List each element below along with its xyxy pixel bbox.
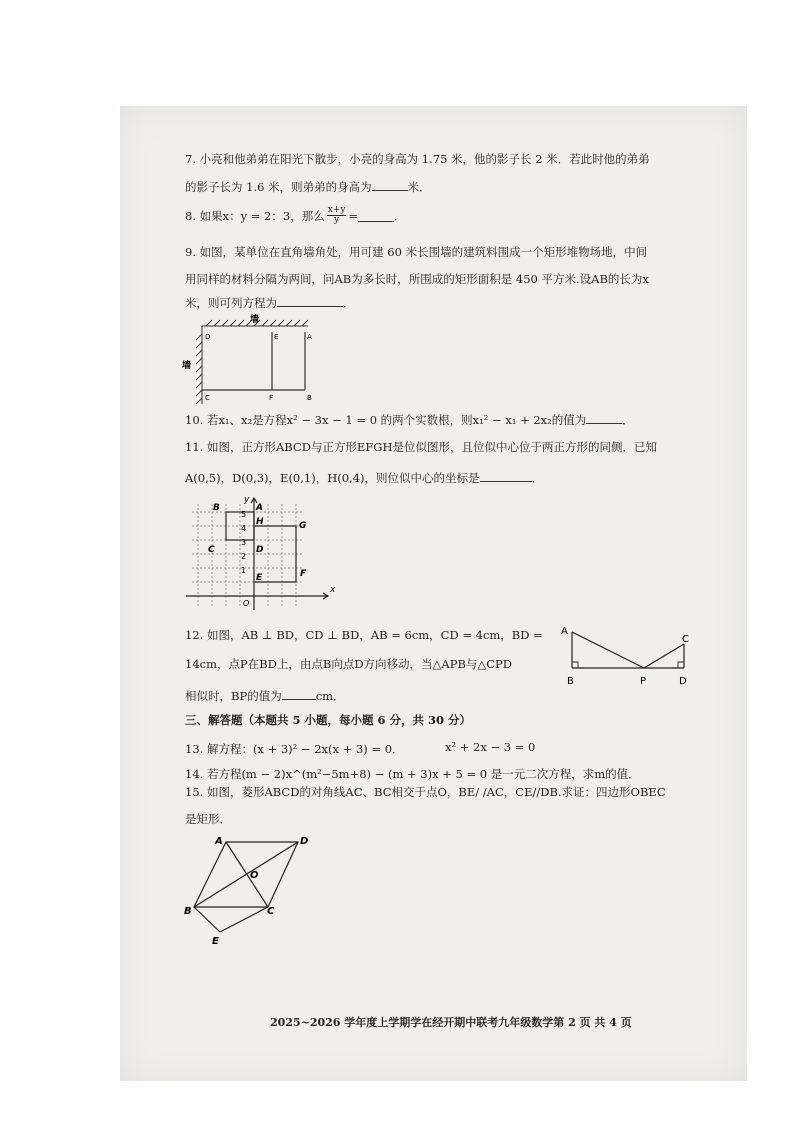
q11-grid [192,504,302,606]
answer-blank [358,210,394,222]
q11-text: A(0,5)，D(0,3)，E(0,1)，H(0,4)，则位似中心的坐标是 [185,471,480,485]
q9-label-F: F [269,394,274,402]
q12-label-D: D [679,676,687,687]
q15-label-D: D [300,836,309,847]
q7-unit: 米． [407,180,431,194]
answer-blank [282,688,316,700]
q9-line3 [185,295,355,310]
q8-numerator: x+y [327,205,346,215]
q12-line3 [185,688,345,703]
q9-end: ． [343,296,355,310]
q9-label-A: A [307,333,312,341]
q8-end: ． [394,208,406,223]
q13-part1: 13. 解方程：(x + 3)² − 2x(x + 3) = 0． [185,742,404,756]
q8-fraction [327,206,347,225]
q9-label-wall-top: 墙 [250,315,260,325]
q11-label-A: A [256,503,263,513]
q11-label-H: H [256,517,264,527]
q8-equals: = [348,208,359,223]
q12-unit: cm． [315,689,345,703]
q11-tick-5: 5 [241,510,247,519]
q9-label-wall-left: 墙 [182,361,192,371]
q11-label-y: y [244,495,250,505]
q11-label-D: D [256,545,264,555]
q11-label-E: E [256,573,263,583]
q12-label-B: B [567,676,574,687]
q13-part2: x² + 2x − 3 = 0 [445,740,536,754]
q12-line1: 12. 如图，AB ⊥ BD，CD ⊥ BD，AB = 6cm，CD = 4cm，BD = [185,628,543,642]
q9-line2: 用同样的材料分隔为两间，问AB为多长时，所围成的矩形面积是 450 平方米.设AB的长为x [185,272,649,286]
q12-label-C: C [682,634,689,645]
q12-label-P: P [640,676,647,687]
wall-hatching [196,320,308,404]
q7-line2 [185,179,431,194]
q15-line1: 15. 如图，菱形ABCD的对角线AC、BC相交于点O，BE/ /AC，CE//DB.求证：四边形OBEC [185,785,666,799]
q15-label-O: O [250,870,259,881]
q15-label-C: C [267,906,275,917]
q10-end: ． [622,413,634,427]
q15-label-E: E [212,936,219,947]
q12-figure [558,620,698,692]
q15-label-B: B [184,906,192,917]
q8-text: 8. 如果x：y = 2：3，那么 [185,208,325,223]
q11-label-G: G [299,521,307,531]
q8 [185,206,406,225]
page-footer: 2025~2026 学年度上学期学在经开期中联考九年级数学第 2 页 共 4 页 [270,1016,632,1029]
q11-line2 [185,470,543,485]
q15-rhombus-figure [182,832,322,948]
q11-line1: 11. 如图，正方形ABCD与正方形EFGH是位似图形，且位似中心位于两正方形的同侧．已知 [185,440,658,454]
right-angle-marks [572,662,684,668]
q11-label-F: F [300,569,307,579]
q11-label-O: O [243,599,250,608]
q11-label-B: B [213,503,220,513]
q11-end: ． [531,471,543,485]
q12-text: 相似时，BP的值为 [185,689,282,703]
q11-tick-1: 1 [241,566,247,575]
q15-label-A: A [215,836,223,847]
q11-tick-3: 3 [241,538,247,547]
answer-blank [480,470,532,482]
q9-line1: 9. 如图，某单位在直角墙角处，用可建 60 米长围墙的建筑料围成一个矩形堆物场地，中间 [185,245,648,259]
answer-blank [372,179,408,191]
q9-label-E: E [274,333,279,341]
q9-label-C: C [205,394,210,402]
q11-coordinate-figure [182,494,340,614]
q9-wall-figure [180,312,320,404]
q11-tick-4: 4 [241,524,247,533]
q7-line1: 7. 小亮和他弟弟在阳光下散步，小亮的身高为 1.75 米，他的影子长 2 米．若此时他的弟弟 [185,152,650,166]
q7-text: 的影子长为 1.6 米，则弟弟的身高为 [185,180,372,194]
q9-text: 米，则可列方程为 [185,296,277,310]
q14: 14. 若方程(m − 2)x^(m²−5m+8) − (m + 3)x + 5 = 0 是一元二次方程，求m的值． [185,767,640,781]
q12-label-A: A [561,626,568,637]
q8-denominator: y [334,215,340,225]
q11-label-C: C [208,545,215,555]
q11-tick-2: 2 [241,552,247,561]
answer-blank [277,295,343,307]
q15-line2: 是矩形． [185,812,231,826]
section-heading: 三、解答题（本题共 5 小题，每小题 6 分，共 30 分） [185,713,472,727]
answer-blank [586,412,622,424]
q9-label-B: B [307,394,312,402]
q10 [185,412,634,427]
q10-text: 10. 若x₁、x₂是方程x² − 3x − 1 = 0 的两个实数根，则x₁² − x₁ + 2x₂的值为 [185,413,587,427]
q12-line2: 14cm，点P在BD上，由点B向点D方向移动，当△APB与△CPD [185,657,512,671]
q11-label-x: x [330,585,336,595]
q9-label-D: D [205,333,211,341]
